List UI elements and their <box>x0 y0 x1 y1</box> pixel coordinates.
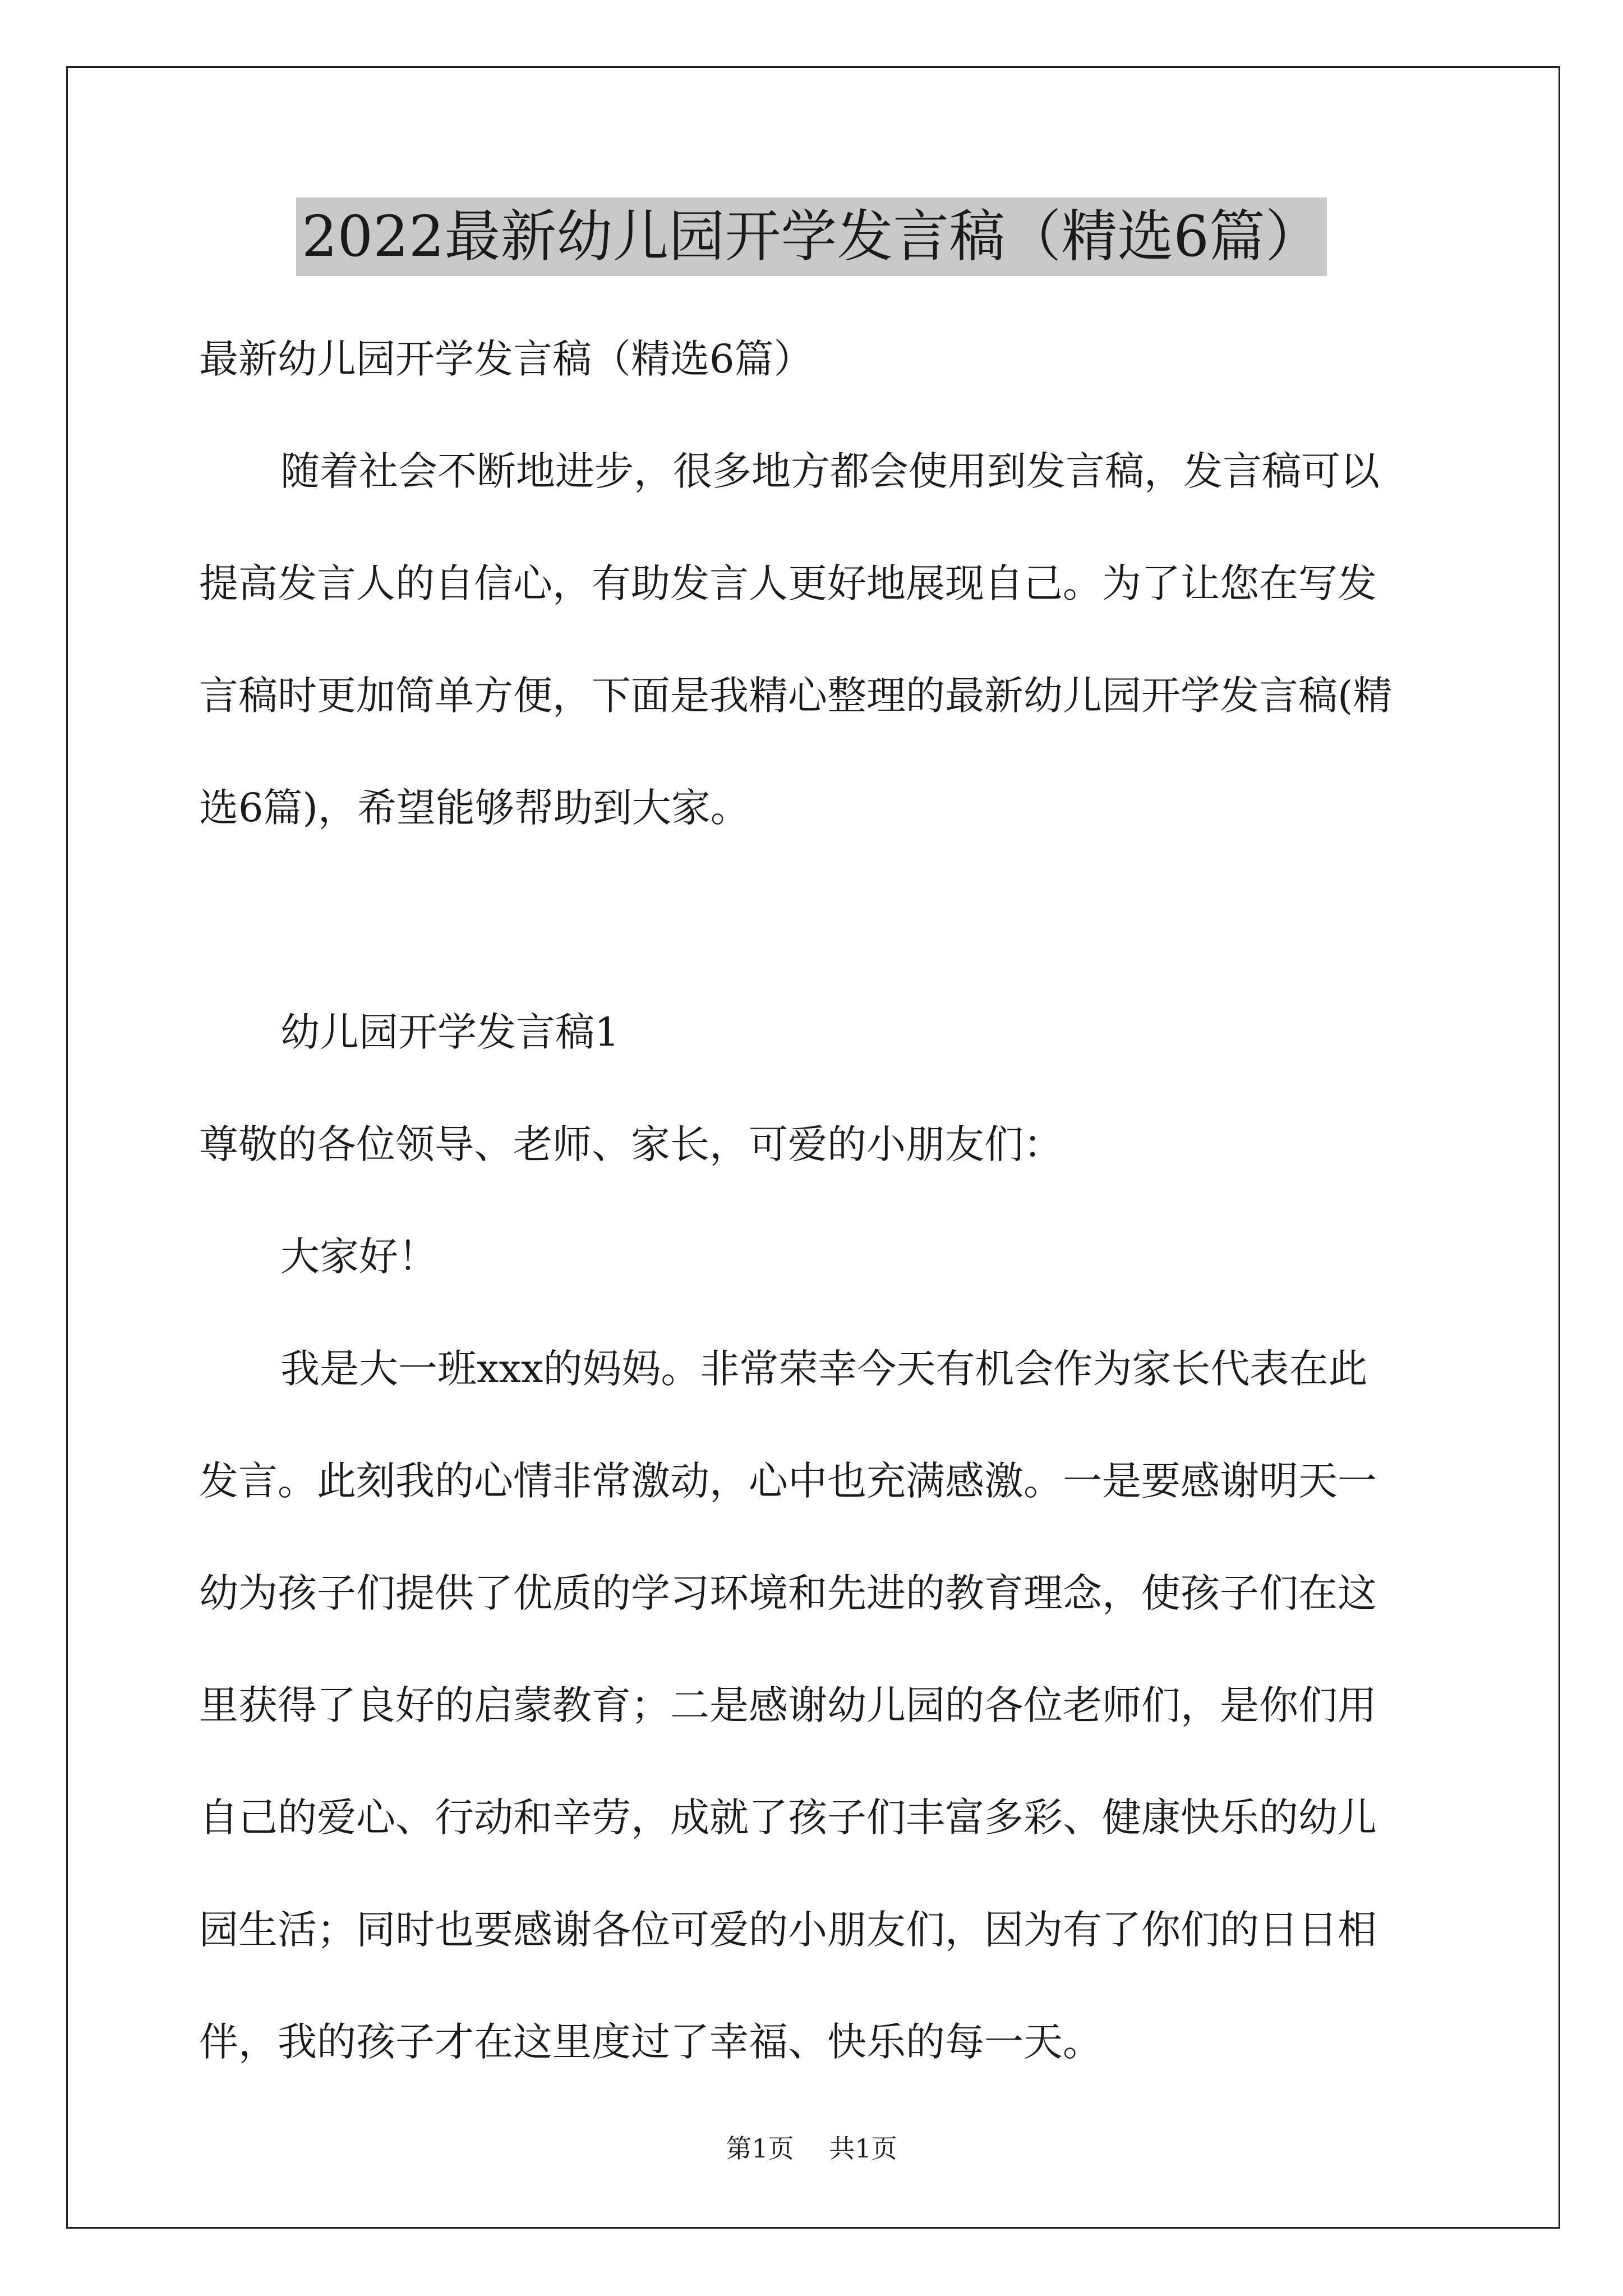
paragraph-line: 提高发言人的自信心，有助发言人更好地展现自己。为了让您在写发 <box>199 560 1377 606</box>
paragraph-line: 尊敬的各位领导、老师、家长，可爱的小朋友们： <box>199 1121 1063 1167</box>
paragraph-line: 幼儿园开学发言稿1 <box>280 1009 620 1055</box>
paragraph-line: 最新幼儿园开学发言稿（精选6篇） <box>199 336 813 382</box>
page-footer <box>0 2132 1623 2165</box>
paragraph-line: 我是大一班xxx的妈妈。非常荣幸今天有机会作为家长代表在此 <box>280 1346 1368 1392</box>
paragraph-line: 随着社会不断地进步，很多地方都会使用到发言稿，发言稿可以 <box>280 448 1380 494</box>
paragraph-line: 幼为孩子们提供了优质的学习环境和先进的教育理念，使孩子们在这 <box>199 1570 1377 1616</box>
document-title: 2022最新幼儿园开学发言稿（精选6篇） <box>296 197 1327 276</box>
paragraph-line: 发言。此刻我的心情非常激动，心中也充满感激。一是要感谢明天一 <box>199 1458 1377 1504</box>
paragraph-line: 自己的爱心、行动和辛劳，成就了孩子们丰富多彩、健康快乐的幼儿 <box>199 1795 1377 1841</box>
title-container <box>0 197 1623 276</box>
document-body <box>199 303 1427 2098</box>
paragraph-line: 言稿时更加简单方便，下面是我精心整理的最新幼儿园开学发言稿(精 <box>199 673 1393 719</box>
paragraph-line: 大家好！ <box>280 1234 437 1280</box>
paragraph-line: 园生活；同时也要感谢各位可爱的小朋友们，因为有了你们的日日相 <box>199 1907 1377 1953</box>
page-total: 共1页 <box>829 2133 897 2164</box>
paragraph-line: 里获得了良好的启蒙教育；二是感谢幼儿园的各位老师们，是你们用 <box>199 1682 1377 1728</box>
page-number: 第1页 <box>726 2133 794 2164</box>
paragraph-line: 伴，我的孩子才在这里度过了幸福、快乐的每一天。 <box>199 2019 1102 2065</box>
paragraph-line: 选6篇)，希望能够帮助到大家。 <box>199 785 750 831</box>
paragraph-spacer <box>199 864 1427 976</box>
